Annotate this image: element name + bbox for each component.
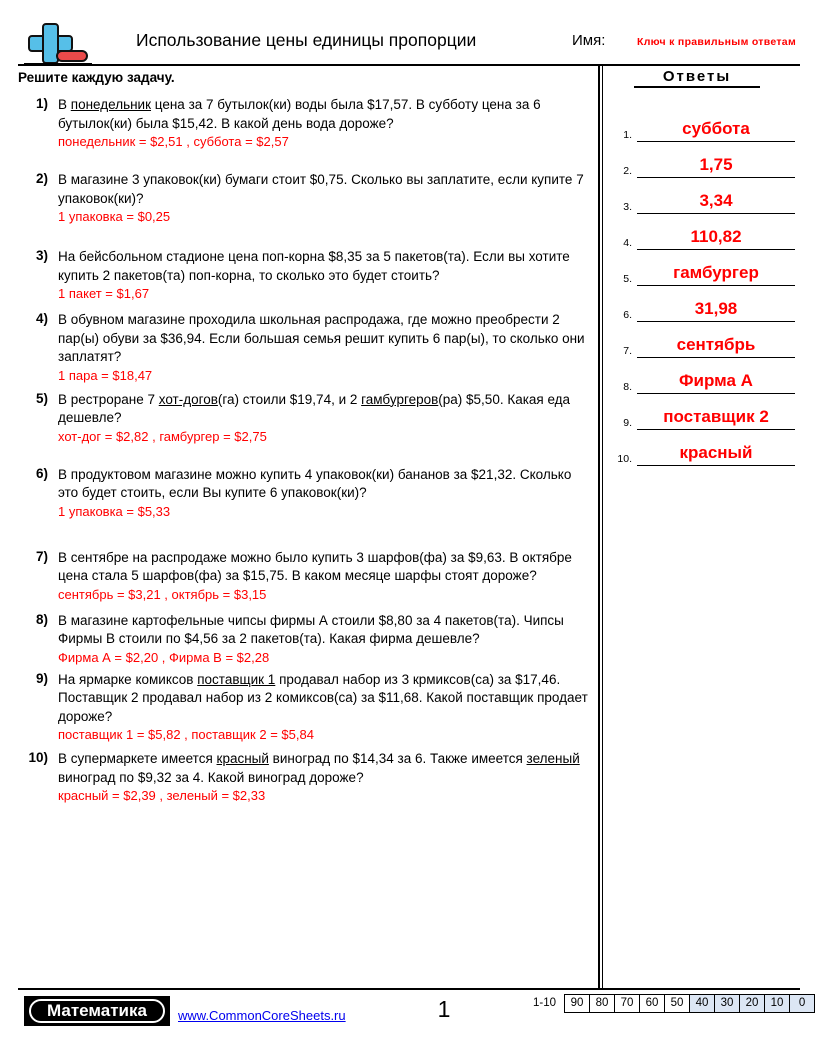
problem-list <box>18 96 588 805</box>
problem-worked-answer: 1 упаковка = $5,33 <box>58 503 171 519</box>
answer-value: красный <box>679 443 753 462</box>
logo-plus-center <box>44 37 57 50</box>
answer-value: 3,34 <box>699 191 733 210</box>
problem-text-run: В магазине картофельные чипсы фирмы А стоили $8,80 за 4 пакетов(та). Чипсы Фирмы В стоили по $4,56 за 2 пакетов(та). Какая фирма дешевле? <box>58 612 564 646</box>
plus-minus-logo-icon <box>20 20 92 66</box>
problem-text <box>58 248 588 285</box>
answer-row <box>610 214 810 250</box>
problem-item <box>18 248 588 303</box>
problem-text <box>58 750 588 787</box>
answer-value: Фирма А <box>679 371 753 390</box>
brand-badge <box>24 996 170 1026</box>
answer-value: гамбургер <box>673 263 759 282</box>
answer-index: 6. <box>623 309 632 321</box>
score-cell: 50 <box>665 995 690 1012</box>
problem-keyword: зеленый <box>526 751 580 766</box>
problem-number: 6) <box>35 465 48 481</box>
answer-row <box>610 250 810 286</box>
problem-item <box>18 311 588 385</box>
answer-rows <box>610 106 810 466</box>
problem-text <box>58 391 588 428</box>
problem-number: 10) <box>28 750 48 765</box>
problem-item <box>18 612 588 667</box>
page-number: 1 <box>437 996 451 1022</box>
problem-text <box>58 466 588 503</box>
answer-row <box>610 106 810 142</box>
problem-text <box>58 549 588 586</box>
problem-text-run: виноград по $9,32 за 4. Какой виноград дороже? <box>58 769 364 785</box>
problem-text-run: На бейсбольном стадионе цена поп-корна $8,35 за 5 пакетов(та). Если вы хотите купить 2 пакетов(та) поп-корна, то сколько это будет стоить? <box>58 249 570 283</box>
score-cells <box>564 994 815 1013</box>
problem-number: 1) <box>35 96 48 111</box>
footer-divider <box>18 988 800 990</box>
answer-index: 9. <box>623 417 632 429</box>
instructions-text: Решите каждую задачу. <box>18 70 175 85</box>
answer-index: 8. <box>623 381 632 393</box>
website-link[interactable]: www.CommonCoreSheets.ru <box>178 1008 346 1023</box>
problem-item <box>18 549 588 604</box>
answer-row <box>610 142 810 178</box>
answer-row <box>610 358 810 394</box>
problem-number: 5) <box>35 390 48 406</box>
answer-row <box>610 394 810 430</box>
problem-worked-answer: сентябрь = $3,21 , октябрь = $3,15 <box>58 586 267 602</box>
problem-text-run: (ра) $5,50. Какая еда дешевле? <box>58 391 571 425</box>
problem-keyword: красный <box>216 751 269 766</box>
problem-text <box>58 311 588 367</box>
answer-row <box>610 178 810 214</box>
answer-value: 31,98 <box>694 299 738 318</box>
answer-value: суббота <box>682 119 750 138</box>
problem-text-run: На ярмарке комиксов <box>58 671 198 687</box>
answer-index: 1. <box>623 129 632 141</box>
answer-index: 10. <box>617 453 632 465</box>
answer-key-panel <box>610 68 810 466</box>
answer-value: 1,75 <box>699 155 733 174</box>
score-cell: 30 <box>715 995 740 1012</box>
page-header <box>16 18 800 64</box>
score-cell: 60 <box>640 995 665 1012</box>
problem-worked-answer: 1 упаковка = $0,25 <box>58 209 171 224</box>
answer-row <box>610 286 810 322</box>
problem-item <box>18 750 588 805</box>
problem-worked-answer: красный = $2,39 , зеленый = $2,33 <box>58 788 266 803</box>
problem-worked-answer: 1 пара = $18,47 <box>58 367 153 383</box>
page-title: Использование цены единицы пропорции <box>136 30 477 50</box>
answer-row <box>610 430 810 466</box>
answer-index: 2. <box>623 165 632 177</box>
problem-keyword: понедельник <box>70 97 152 112</box>
score-cell: 40 <box>690 995 715 1012</box>
score-cell: 90 <box>565 995 590 1012</box>
problem-item <box>18 466 588 521</box>
problem-item <box>18 391 588 446</box>
problem-worked-answer: 1 пакет = $1,67 <box>58 286 150 301</box>
problem-item <box>18 671 588 745</box>
problem-number: 8) <box>35 611 48 627</box>
score-cell: 80 <box>590 995 615 1012</box>
problem-text-run: В рестроране 7 <box>58 391 159 407</box>
problem-keyword: поставщик 1 <box>197 671 276 687</box>
problem-text-run: В <box>58 97 71 112</box>
problem-number: 9) <box>35 670 48 686</box>
problem-text <box>58 671 588 727</box>
problem-number: 7) <box>35 548 48 564</box>
problem-keyword: гамбургеров <box>361 391 439 407</box>
answer-index: 5. <box>623 273 632 285</box>
problem-text <box>58 171 588 208</box>
problem-worked-answer: поставщик 1 = $5,82 , поставщик 2 = $5,84 <box>58 727 314 742</box>
problem-text-run: В магазине 3 упаковок(ки) бумаги стоит $0,75. Сколько вы заплатите, если купите 7 упаковок(ки)? <box>58 172 584 206</box>
answer-index: 7. <box>623 345 632 357</box>
problem-worked-answer: хот-дог = $2,82 , гамбургер = $2,75 <box>58 428 267 444</box>
column-divider <box>598 64 603 989</box>
score-cell: 10 <box>765 995 790 1012</box>
answers-heading: Ответы <box>634 68 760 88</box>
answer-row <box>610 322 810 358</box>
problem-text-run: (га) стоили $19,74, и 2 <box>217 391 362 407</box>
problem-number: 4) <box>35 311 48 326</box>
problem-number: 2) <box>35 171 48 186</box>
problem-worked-answer: Фирма А = $2,20 , Фирма В = $2,28 <box>58 649 270 665</box>
answer-key-badge: Ключ к правильным ответам <box>637 36 797 48</box>
problem-item <box>18 96 588 151</box>
problem-keyword: хот-догов <box>158 391 218 407</box>
problem-text-run: продавал набор из 3 крмиксов(са) за $17,46. Поставщик 2 продавал набор из 2 комиксов(са) за $11,68. Какой поставщик продает дороже? <box>58 671 588 724</box>
answer-index: 4. <box>623 237 632 249</box>
problem-text-run: виноград по $14,34 за 6. Также имеется <box>268 751 527 766</box>
problem-text-run: В супермаркете имеется <box>58 751 217 766</box>
problem-worked-answer: понедельник = $2,51 , суббота = $2,57 <box>58 134 289 149</box>
answer-value: поставщик 2 <box>663 407 769 426</box>
problem-text-run: В продуктовом магазине можно купить 4 упаковок(ки) бананов за $21,32. Сколько это будет стоить, если Вы купите 6 упаковок(ки)? <box>58 466 572 500</box>
header-divider <box>18 64 800 66</box>
name-field-label: Имя: <box>572 32 606 49</box>
answer-value: сентябрь <box>676 335 756 354</box>
problem-text-run: В сентябре на распродаже можно было купить 3 шарфов(фа) за $9,63. В октябре цена стала 5 шарфов(фа) за $15,75. В каком месяце шарфы стоят дороже? <box>58 549 572 583</box>
problem-text-run: В обувном магазине проходила школьная распродажа, где можно преобрести 2 пар(ы) обуви за $36,94. Если большая семья решит купить 6 пар(ы), то сколько они заплатят? <box>58 312 585 364</box>
answer-index: 3. <box>623 201 632 213</box>
score-cell: 70 <box>615 995 640 1012</box>
brand-label: Математика <box>47 1001 147 1020</box>
score-cell: 20 <box>740 995 765 1012</box>
score-scale <box>531 994 815 1013</box>
answer-value: 110,82 <box>690 227 742 246</box>
problem-item <box>18 171 588 226</box>
logo-minus-bar <box>56 50 88 62</box>
problem-number: 3) <box>35 248 48 263</box>
problem-text <box>58 612 588 649</box>
problem-text-run: цена за 7 бутылок(ки) воды была $17,57. В субботу цена за 6 бутылок(ки) была $15,42. В какой день вода дороже? <box>58 97 541 131</box>
score-range-label: 1-10 <box>533 997 557 1009</box>
score-cell: 0 <box>790 995 814 1012</box>
problem-text <box>58 96 588 133</box>
